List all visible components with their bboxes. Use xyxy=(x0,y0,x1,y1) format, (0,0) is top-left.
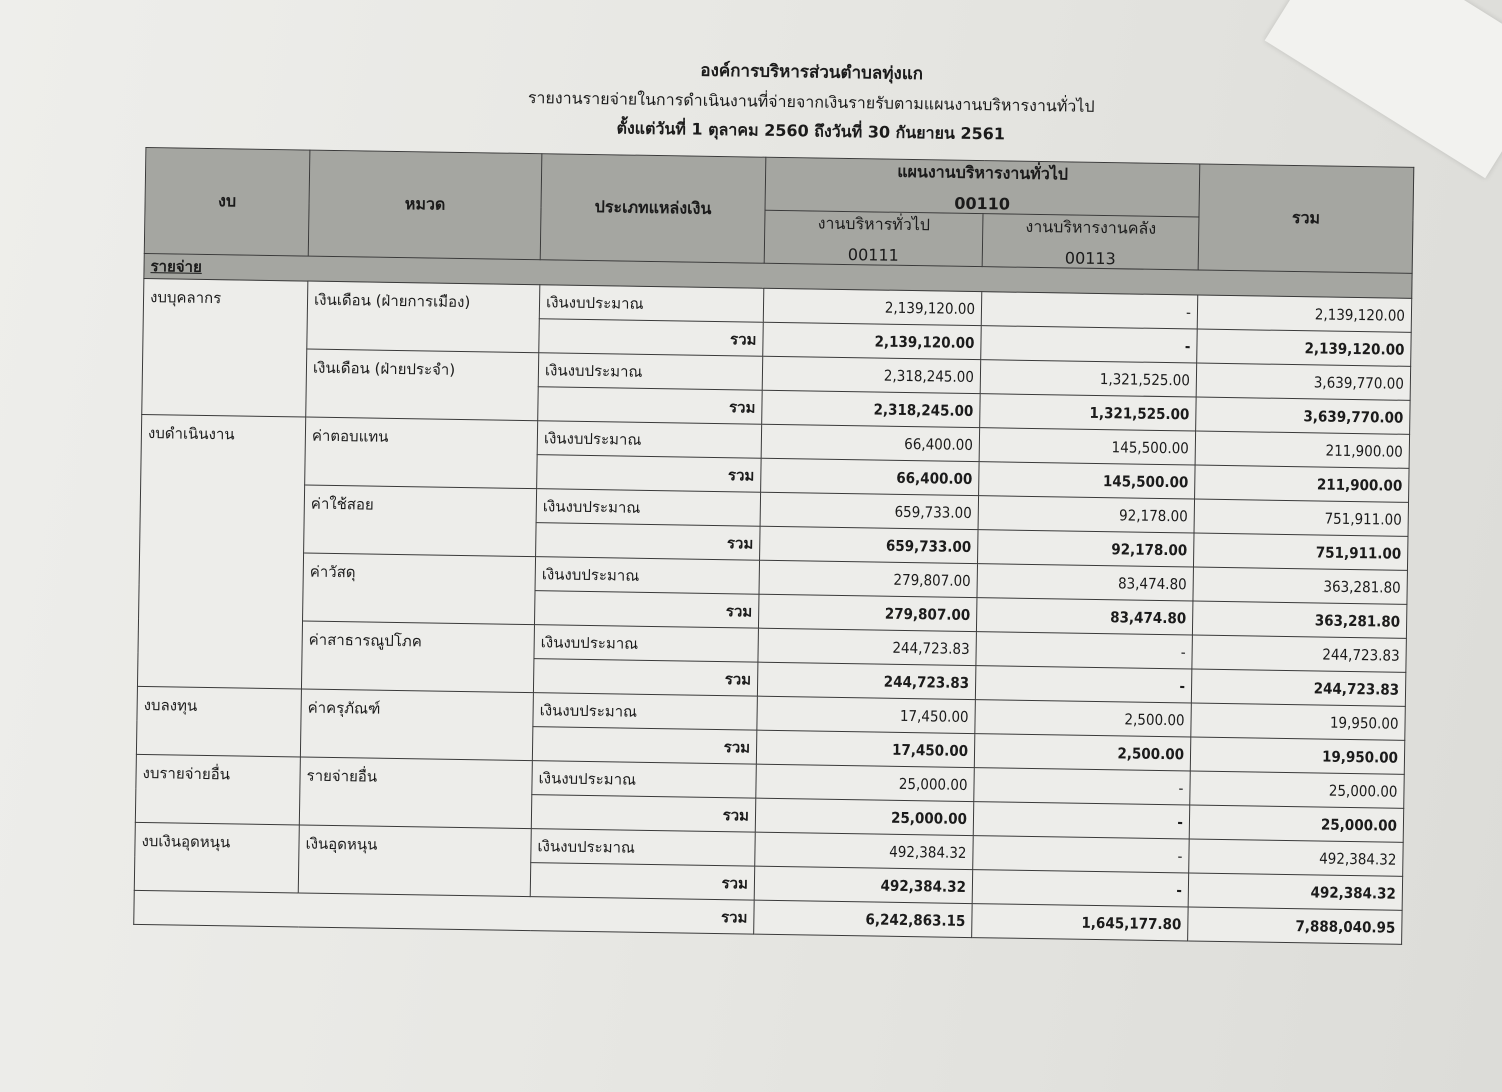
subtotal-label: รวม xyxy=(538,387,763,425)
budget-cell: งบบุคลากร xyxy=(142,278,308,417)
source-cell: เงินงบประมาณ xyxy=(531,829,756,867)
subtotal-total-cell: 3,639,770.00 xyxy=(1196,397,1411,434)
subtotal-label: รวม xyxy=(532,727,757,765)
subtotal-label: รวม xyxy=(533,659,758,697)
subtotal-total-cell: 363,281.80 xyxy=(1192,601,1407,638)
subtotal-label: รวม xyxy=(536,523,761,561)
report-title: รายงานรายจ่ายในการดำเนินงานที่จ่ายจากเงินรายรับตามแผนงานบริหารงานทั่วไป xyxy=(527,87,1095,116)
header-budget: งบ xyxy=(144,147,310,256)
subtotal-sub2-cell: - xyxy=(975,666,1192,703)
source-cell: เงินงบประมาณ xyxy=(535,557,760,595)
sub2-name: งานบริหารงานคลัง xyxy=(1025,216,1157,238)
subtotal-sub1-cell: 2,318,245.00 xyxy=(762,390,981,427)
report-period: ตั้งแต่วันที่ 1 ตุลาคม 2560 ถึงวันที่ 30 กันยายน 2561 xyxy=(616,118,1006,144)
subtotal-sub1-cell: 244,723.83 xyxy=(757,662,976,699)
subtotal-total-cell: 244,723.83 xyxy=(1191,669,1406,706)
subtotal-sub1-cell: 659,733.00 xyxy=(760,526,979,563)
subtotal-sub2-cell: 83,474.80 xyxy=(976,598,1193,635)
value-total-cell: 363,281.80 xyxy=(1193,567,1408,604)
header-sub1 xyxy=(764,210,983,266)
header-sub2 xyxy=(982,214,1199,270)
value-total-cell: 2,139,120.00 xyxy=(1197,295,1412,332)
value-sub2-cell: 1,321,525.00 xyxy=(980,360,1197,397)
subtotal-label: รวม xyxy=(530,863,755,901)
category-cell: รายจ่ายอื่น xyxy=(299,757,532,829)
subtotal-total-cell: 492,384.32 xyxy=(1188,873,1403,910)
category-cell: เงินเดือน (ฝ่ายการเมือง) xyxy=(307,281,540,353)
plan-code: 00110 xyxy=(954,193,1011,214)
source-cell: เงินงบประมาณ xyxy=(537,421,762,459)
source-cell: เงินงบประมาณ xyxy=(533,693,758,731)
subtotal-total-cell: 2,139,120.00 xyxy=(1197,329,1412,366)
expense-table xyxy=(133,147,1414,945)
subtotal-sub2-cell: 2,500.00 xyxy=(974,734,1191,771)
subtotal-label: รวม xyxy=(537,455,762,493)
value-sub1-cell: 17,450.00 xyxy=(757,696,976,733)
value-sub1-cell: 244,723.83 xyxy=(758,628,977,665)
value-total-cell: 19,950.00 xyxy=(1191,703,1406,740)
value-sub2-cell: - xyxy=(974,768,1191,805)
grand-total-cell: 7,888,040.95 xyxy=(1188,907,1403,944)
value-total-cell: 3,639,770.00 xyxy=(1196,363,1411,400)
grand-total-sub1-cell: 6,242,863.15 xyxy=(754,900,973,937)
subtotal-label: รวม xyxy=(539,319,764,357)
budget-cell: งบเงินอุดหนุน xyxy=(134,822,299,893)
value-sub1-cell: 25,000.00 xyxy=(756,764,975,801)
value-sub1-cell: 66,400.00 xyxy=(761,424,980,461)
category-cell: ค่าใช้สอย xyxy=(304,485,537,557)
value-sub2-cell: 2,500.00 xyxy=(975,700,1192,737)
value-sub2-cell: - xyxy=(976,632,1193,669)
grand-total-sub2-cell: 1,645,177.80 xyxy=(972,904,1189,941)
source-cell: เงินงบประมาณ xyxy=(539,285,764,323)
subtotal-total-cell: 211,900.00 xyxy=(1195,465,1410,502)
value-total-cell: 751,911.00 xyxy=(1194,499,1409,536)
value-sub2-cell: - xyxy=(973,836,1190,873)
source-cell: เงินงบประมาณ xyxy=(532,761,757,799)
category-cell: ค่าตอบแทน xyxy=(305,417,538,489)
report-heading xyxy=(146,48,1417,155)
subtotal-sub2-cell: - xyxy=(972,870,1189,907)
value-total-cell: 211,900.00 xyxy=(1195,431,1410,468)
subtotal-sub1-cell: 279,807.00 xyxy=(758,594,977,631)
subtotal-sub2-cell: - xyxy=(981,326,1198,363)
value-total-cell: 25,000.00 xyxy=(1190,771,1405,808)
source-cell: เงินงบประมาณ xyxy=(538,353,763,391)
subtotal-sub1-cell: 66,400.00 xyxy=(761,458,980,495)
report-document xyxy=(133,48,1417,945)
header-total: รวม xyxy=(1198,164,1414,273)
budget-cell: งบลงทุน xyxy=(136,686,301,757)
org-name: องค์การบริหารส่วนตำบลทุ่งแก xyxy=(700,60,924,85)
category-cell: ค่าครุภัณฑ์ xyxy=(300,689,533,761)
header-category: หมวด xyxy=(308,150,542,260)
plan-name: แผนงานบริหารงานทั่วไป xyxy=(897,161,1069,184)
subtotal-sub2-cell: 1,321,525.00 xyxy=(980,394,1197,431)
section-label: รายจ่าย xyxy=(144,253,1412,298)
value-sub1-cell: 2,318,245.00 xyxy=(762,356,981,393)
value-sub1-cell: 279,807.00 xyxy=(759,560,978,597)
value-total-cell: 244,723.83 xyxy=(1192,635,1407,672)
sub1-name: งานบริหารทั่วไป xyxy=(817,213,931,235)
table-body xyxy=(134,278,1412,944)
sub2-code: 00113 xyxy=(1064,248,1116,269)
category-cell: เงินอุดหนุน xyxy=(298,825,531,897)
subtotal-label: รวม xyxy=(534,591,759,629)
budget-cell: งบรายจ่ายอื่น xyxy=(135,754,300,825)
subtotal-total-cell: 751,911.00 xyxy=(1193,533,1408,570)
value-sub2-cell: 92,178.00 xyxy=(978,496,1195,533)
subtotal-sub2-cell: - xyxy=(973,802,1190,839)
subtotal-sub2-cell: 145,500.00 xyxy=(979,462,1196,499)
source-cell: เงินงบประมาณ xyxy=(536,489,761,527)
source-cell: เงินงบประมาณ xyxy=(534,625,759,663)
category-cell: เงินเดือน (ฝ่ายประจำ) xyxy=(306,349,539,421)
subtotal-sub2-cell: 92,178.00 xyxy=(978,530,1195,567)
budget-cell: งบดำเนินงาน xyxy=(137,414,305,689)
subtotal-sub1-cell: 492,384.32 xyxy=(754,866,973,903)
value-sub1-cell: 492,384.32 xyxy=(755,832,974,869)
value-sub2-cell: - xyxy=(981,292,1198,329)
category-cell: ค่าสาธารณูปโภค xyxy=(301,621,534,693)
value-sub1-cell: 2,139,120.00 xyxy=(763,288,982,325)
category-cell: ค่าวัสดุ xyxy=(303,553,536,625)
subtotal-sub1-cell: 2,139,120.00 xyxy=(763,322,982,359)
header-source: ประเภทแหล่งเงิน xyxy=(540,154,766,264)
value-sub1-cell: 659,733.00 xyxy=(760,492,979,529)
header-plan xyxy=(765,157,1200,217)
subtotal-total-cell: 25,000.00 xyxy=(1189,805,1404,842)
subtotal-sub1-cell: 17,450.00 xyxy=(756,730,975,767)
value-sub2-cell: 145,500.00 xyxy=(979,428,1196,465)
value-total-cell: 492,384.32 xyxy=(1189,839,1404,876)
subtotal-label: รวม xyxy=(531,795,756,833)
sub1-code: 00111 xyxy=(847,245,899,265)
subtotal-sub1-cell: 25,000.00 xyxy=(755,798,974,835)
value-sub2-cell: 83,474.80 xyxy=(977,564,1194,601)
grand-total-label: รวม xyxy=(134,890,754,934)
subtotal-total-cell: 19,950.00 xyxy=(1190,737,1405,774)
